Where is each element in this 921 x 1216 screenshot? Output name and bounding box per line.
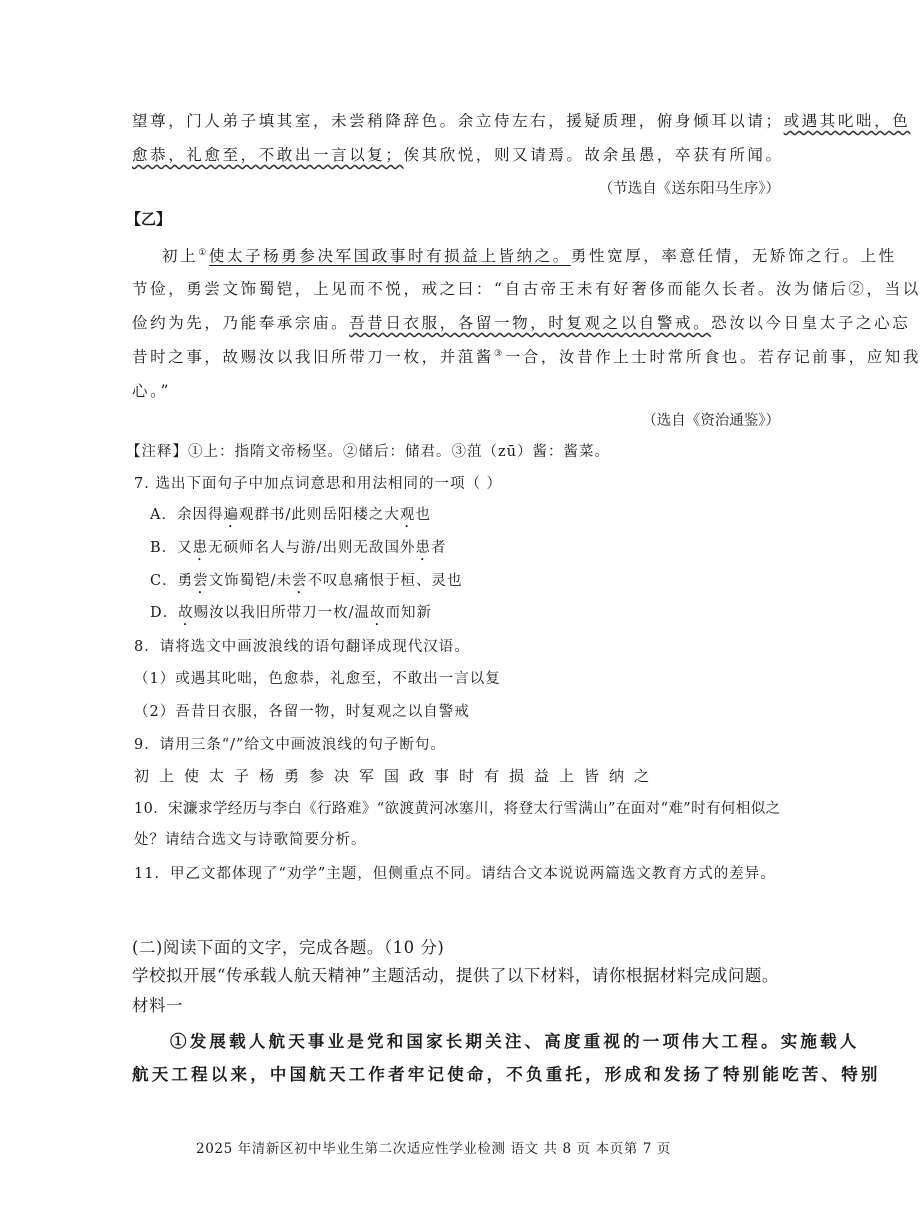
q10-line-1: 10．宋濂求学经历与李白《行路难》“欲渡黄河冰塞川，将登太行雪满山”在面对“难”时有何相似之 [134,801,781,817]
q7-c-mid: 文饰蜀铠/未 [208,573,292,589]
yi-line-1-rest: 勇性宽厚，率意任情，无矫饰之行。上性 [570,247,897,265]
q7-c-dot2: 尝 [292,573,308,589]
yi-line-3-text: 俭约为先，乃能奉承宗庙。 [132,314,350,332]
q9-stem: 9．请用三条“/”给文中画波浪线的句子断句。 [134,737,446,753]
q7-option-a [150,503,431,531]
jia-line-2-wavy: 愈恭，礼愈至，不敢出一言以复； [132,146,404,164]
jia-line-2 [132,143,784,165]
material-1-line-2: 航天工程以来，中国航天工作者牢记使命，不负重托，形成和发扬了特别能吃苦、特别 [132,1065,881,1084]
q7-a-post: 也 [415,507,431,523]
note-ref-1: ① [198,247,209,258]
q7-c-dot: 尝 [193,573,209,589]
yi-line-3 [132,311,910,333]
q7-option-d [150,601,432,629]
jia-source: （节选自《送东阳马生序》） [598,181,780,197]
q7-b-pre: B．又 [150,540,193,556]
q7-a-mid: 观群书/此则岳阳楼之大 [238,507,400,523]
jia-line-1 [132,109,910,131]
q7-option-b [150,536,447,564]
q7-b-mid: 无硕师名人与游/出则无敌国外 [208,540,416,556]
jia-line-1-text: 望尊，门人弟子填其室，未尝稍降辞色。余立侍左右，援疑质理，俯身倾耳以请； [132,112,784,130]
q7-d-post: 而知新 [385,605,433,621]
jia-line-1-wavy: 或遇其叱咄，色 [783,112,911,130]
yi-line-4-text: 昔时之事，故赐汝以我旧所带刀一枚，并菹酱 [132,348,495,366]
page-footer: 2025 年清新区初中毕业生第二次适应性学业检测 语文 共 8 页 本页第 7 页 [196,1141,671,1157]
yi-line-1-underlined: 使太子杨勇参决军国政事时有损益上皆纳之。 [208,247,571,265]
section-2-title: (二)阅读下面的文字，完成各题。（10 分) [132,938,445,957]
material-1-label: 材料一 [132,996,183,1015]
note-ref-3: ③ [494,348,505,359]
q7-a-pre: A．余因得 [150,507,224,523]
jia-line-2-text: 俟其欣悦，则又请焉。故余虽愚，卒获有所闻。 [403,146,784,164]
yi-line-1-lead: 初上 [162,247,199,265]
q10-line-2: 处？请结合选文与诗歌简要分析。 [134,832,367,848]
q7-option-c [150,569,463,597]
q7-a-dot2: 观 [399,507,416,523]
yi-line-1 [162,244,897,266]
q7-c-pre: C．勇 [150,573,194,589]
q7-b-dot2: 患 [415,540,432,556]
yi-line-4 [132,345,921,367]
q11-stem: 11．甲乙文都体现了“劝学”主题，但侧重点不同。请结合文本说说两篇选文教育方式的差异。 [134,866,776,882]
yi-source: （选自《资治通鉴》） [642,413,780,429]
section-2-intro: 学校拟开展“传承载人航天精神”主题活动，提供了以下材料，请你根据材料完成问题。 [132,966,779,985]
yi-line-3-wavy: 吾昔日衣服，各留一物，时复观之以自警戒。 [349,314,712,332]
q8-stem: 8．请将选文中画波浪线的语句翻译成现代汉语。 [134,639,470,655]
q7-d-dot2: 故 [370,605,386,621]
q7-b-post: 者 [431,540,447,556]
yi-heading: 【乙】 [126,210,172,228]
yi-line-5: 心。” [132,382,171,400]
q7-d-dot: 故 [178,605,194,621]
material-1-line-1: ①发展载人航天事业是党和国家长期关注、高度重视的一项伟大工程。实施载人 [170,1032,860,1051]
yi-line-3-rest: 恐汝以今日皇太子之心忘 [711,314,911,332]
q7-a-dot: 遍 [223,507,239,523]
q7-c-post: 不叹息痛恨于桓、灵也 [307,573,463,589]
q7-d-pre: D． [150,605,179,621]
yi-line-4-rest: 一合，汝昔作上士时常所食也。若存记前事，应知我 [504,348,921,366]
annotation-notes: 【注释】①上：指隋文帝杨坚。②储后：储君。③菹（zū）酱：酱菜。 [126,444,610,460]
q8-sentence-2: （2）吾昔日衣服，各留一物，时复观之以自警戒 [134,704,470,720]
yi-line-2: 节俭，勇尝文饰蜀铠，上见而不悦，戒之曰：“自古帝王未有好奢侈而能久长者。汝为储后②，当以 [132,280,921,298]
q7-stem: 7. 选出下面句子中加点词意思和用法相同的一项（ ） [134,476,503,492]
q9-sentence: 初上使太子杨勇参决军国政事时有损益上皆纳之 [134,767,660,785]
q8-sentence-1: （1）或遇其叱咄，色愈恭，礼愈至，不敢出一言以复 [134,671,501,687]
q7-d-mid: 赐汝以我旧所带刀一枚/温 [193,605,371,621]
q7-b-dot: 患 [192,540,209,556]
